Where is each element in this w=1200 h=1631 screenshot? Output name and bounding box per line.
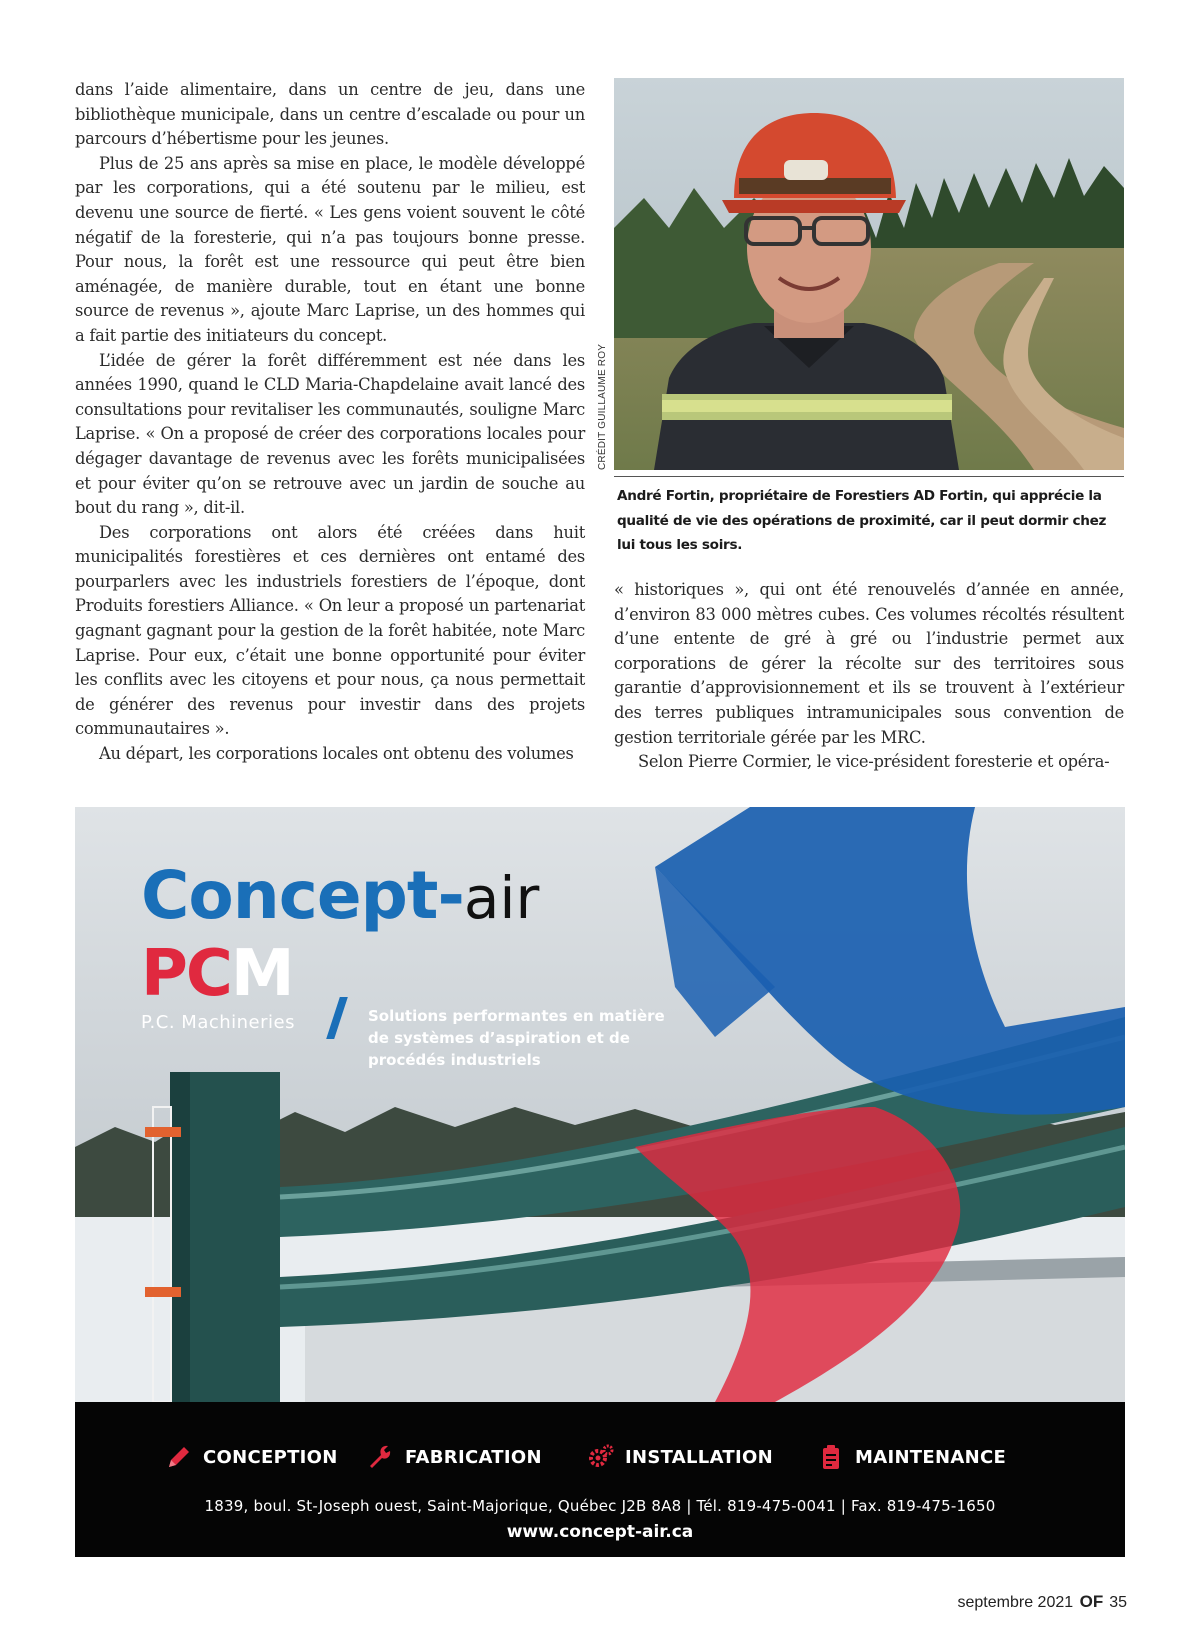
article-photo (614, 78, 1124, 470)
ad-address: 1839, boul. St-Joseph ouest, Saint-Majorique, Québec J2B 8A8 | Tél. 819-475-0041 | Fax. 819-475-1650 (204, 1497, 996, 1515)
pencil-icon (165, 1443, 193, 1471)
service-label: INSTALLATION (625, 1446, 773, 1468)
service-conception (165, 1442, 338, 1472)
article-paragraph: Plus de 25 ans après sa mise en place, le modèle développé par les corporations, qui a été soutenu par le milieu, est devenu une source de fierté. « Les gens voient souvent le côté négatif de la foresterie, qui n’a pas toujours bonne presse. Pour nous, la forêt est une ressource qui peut être bien aménagée, de manière durable, tout en étant une bonne source de revenus », ajoute Marc Laprise, un des hommes qui a fait partie des initiateurs du concept. (75, 153, 585, 345)
logo-concept-text: Concept (141, 857, 438, 934)
clipboard-icon (817, 1443, 845, 1471)
photo-credit: CRÉDIT GUILLAUME ROY (597, 343, 608, 470)
advertisement (75, 807, 1125, 1557)
service-installation (587, 1442, 773, 1472)
logo-air-text: air (463, 864, 540, 932)
service-label: FABRICATION (405, 1446, 542, 1468)
service-maintenance (817, 1442, 1006, 1472)
wrench-icon (367, 1443, 395, 1471)
pcm-red-letters: PC (141, 937, 231, 1011)
pcm-white-letter: M (230, 937, 293, 1011)
article-paragraph: « historiques », qui ont été renouvelés d’année en année, d’environ 83 000 mètres cubes. Ces volumes récoltés résultent d’une entente de gré à gré ou l’industrie permet aux corporations de gérer la récolte sur des territoires sous garantie d’approvisionnement et ils se trouvent à l’extérieur des terres publiques intramunicipales sous convention de gestion territoriale gérée par les MRC. (614, 580, 1124, 747)
caption-divider (614, 476, 1124, 477)
page-number: 35 (1109, 1594, 1127, 1611)
issue-date: septembre 2021 (957, 1594, 1074, 1611)
article-column-right (614, 578, 1124, 775)
article-column-left (75, 78, 585, 767)
magazine-name: OF (1079, 1592, 1104, 1611)
logo-dash: - (437, 857, 464, 934)
article-paragraph: L’idée de gérer la forêt différemment est née dans les années 1990, quand le CLD Maria-Chapdelaine avait lancé des consultations pour revitaliser les communautés, souligne Marc Laprise. « On a proposé de créer des corporations locales pour dégager davantage de revenus avec les forêts municipalisées et pour éviter qu’on se retrouve avec un jardin de souche au bout du rang », dit-il. (75, 350, 585, 518)
service-label: MAINTENANCE (855, 1446, 1007, 1468)
concept-air-logo (141, 857, 539, 934)
page-footer (958, 1592, 1128, 1612)
ad-website-link[interactable]: www.concept-air.ca (506, 1522, 694, 1542)
article-paragraph: Des corporations ont alors été créées dans huit municipalités forestières et ces dernières ont entamé des pourparlers avec les industriels forestiers de l’époque, dont Produits forestiers Alliance. « On leur a proposé un partenariat gagnant gagnant pour la gestion de la forêt habitée, note Marc Laprise. Pour eux, c’était une bonne opportunité pour éviter les conflits avec les citoyens et pour nous, ça nous permettait de générer des revenus pour investir dans des projets communautaires ». (75, 522, 585, 739)
service-fabrication (367, 1442, 542, 1472)
forest-worker-photo (614, 78, 1124, 470)
pcm-subtitle: P.C. Machineries (141, 1012, 295, 1033)
ad-services-band (75, 1402, 1125, 1557)
ad-tagline: Solutions performantes en matière de systèmes d’aspiration et de procédés industriels (368, 1007, 665, 1069)
article-paragraph: Au départ, les corporations locales ont obtenu des volumes (99, 744, 574, 764)
service-label: CONCEPTION (203, 1446, 338, 1468)
gears-icon (587, 1443, 615, 1471)
article-paragraph: Selon Pierre Cormier, le vice-président foresterie et opéra- (638, 752, 1110, 772)
pcm-logo (141, 937, 293, 1011)
article-paragraph: dans l’aide alimentaire, dans un centre de jeu, dans une bibliothèque municipale, dans un centre d’escalade ou pour un parcours d’hébertisme pour les jeunes. (75, 80, 585, 149)
photo-caption: André Fortin, propriétaire de Forestiers AD Fortin, qui apprécie la qualité de vie des opérations de proximité, car il peut dormir chez lui tous les soirs. (617, 488, 1107, 553)
